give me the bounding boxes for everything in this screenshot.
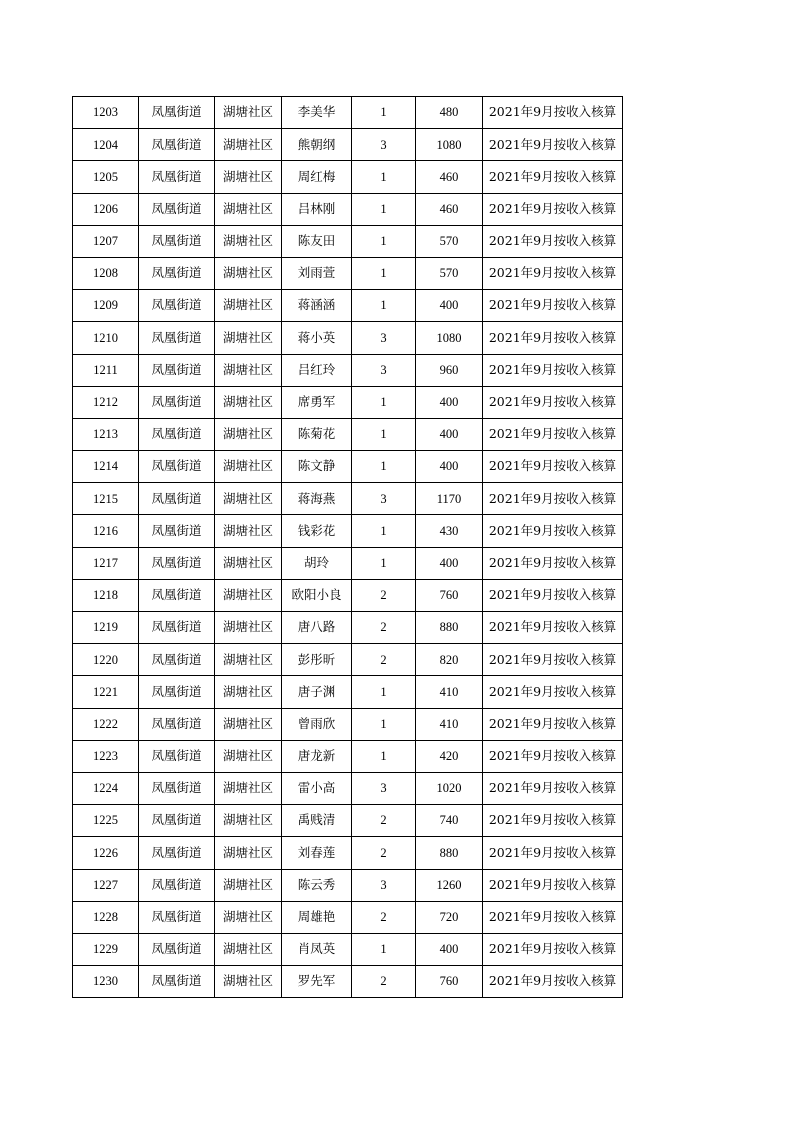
name-cell: 周红梅 bbox=[282, 161, 352, 193]
table-row bbox=[73, 418, 623, 450]
table-row bbox=[73, 97, 623, 129]
street-cell: 凤凰街道 bbox=[139, 515, 215, 547]
community-cell: 湖塘社区 bbox=[215, 901, 282, 933]
household-size-cell: 2 bbox=[352, 837, 416, 869]
amount-cell: 400 bbox=[416, 290, 483, 322]
table-row bbox=[73, 644, 623, 676]
serial-number-cell: 1230 bbox=[73, 966, 139, 998]
serial-number-cell: 1209 bbox=[73, 290, 139, 322]
note-cell: 2021年9月按收入核算 bbox=[483, 161, 623, 193]
serial-number-cell: 1211 bbox=[73, 354, 139, 386]
name-cell: 陈友田 bbox=[282, 225, 352, 257]
note-cell: 2021年9月按收入核算 bbox=[483, 483, 623, 515]
name-cell: 陈菊花 bbox=[282, 418, 352, 450]
community-cell: 湖塘社区 bbox=[215, 322, 282, 354]
name-cell: 胡玲 bbox=[282, 547, 352, 579]
amount-cell: 1080 bbox=[416, 322, 483, 354]
household-size-cell: 2 bbox=[352, 612, 416, 644]
amount-cell: 960 bbox=[416, 354, 483, 386]
note-cell: 2021年9月按收入核算 bbox=[483, 869, 623, 901]
amount-cell: 420 bbox=[416, 740, 483, 772]
community-cell: 湖塘社区 bbox=[215, 418, 282, 450]
amount-cell: 400 bbox=[416, 418, 483, 450]
community-cell: 湖塘社区 bbox=[215, 225, 282, 257]
name-cell: 肖凤英 bbox=[282, 933, 352, 965]
note-cell: 2021年9月按收入核算 bbox=[483, 354, 623, 386]
amount-cell: 460 bbox=[416, 161, 483, 193]
street-cell: 凤凰街道 bbox=[139, 837, 215, 869]
table-row bbox=[73, 161, 623, 193]
community-cell: 湖塘社区 bbox=[215, 515, 282, 547]
household-size-cell: 3 bbox=[352, 354, 416, 386]
household-size-cell: 3 bbox=[352, 483, 416, 515]
amount-cell: 400 bbox=[416, 386, 483, 418]
serial-number-cell: 1220 bbox=[73, 644, 139, 676]
name-cell: 吕红玲 bbox=[282, 354, 352, 386]
household-size-cell: 2 bbox=[352, 966, 416, 998]
name-cell: 曾雨欣 bbox=[282, 708, 352, 740]
table-row bbox=[73, 676, 623, 708]
amount-cell: 460 bbox=[416, 193, 483, 225]
amount-cell: 1260 bbox=[416, 869, 483, 901]
household-size-cell: 1 bbox=[352, 257, 416, 289]
household-size-cell: 1 bbox=[352, 386, 416, 418]
serial-number-cell: 1204 bbox=[73, 129, 139, 161]
name-cell: 唐龙新 bbox=[282, 740, 352, 772]
street-cell: 凤凰街道 bbox=[139, 161, 215, 193]
note-cell: 2021年9月按收入核算 bbox=[483, 386, 623, 418]
note-cell: 2021年9月按收入核算 bbox=[483, 901, 623, 933]
street-cell: 凤凰街道 bbox=[139, 869, 215, 901]
table-row bbox=[73, 805, 623, 837]
serial-number-cell: 1203 bbox=[73, 97, 139, 129]
note-cell: 2021年9月按收入核算 bbox=[483, 644, 623, 676]
household-size-cell: 2 bbox=[352, 901, 416, 933]
street-cell: 凤凰街道 bbox=[139, 901, 215, 933]
amount-cell: 880 bbox=[416, 837, 483, 869]
note-cell: 2021年9月按收入核算 bbox=[483, 579, 623, 611]
table-row bbox=[73, 547, 623, 579]
amount-cell: 570 bbox=[416, 257, 483, 289]
note-cell: 2021年9月按收入核算 bbox=[483, 740, 623, 772]
table-row bbox=[73, 837, 623, 869]
serial-number-cell: 1212 bbox=[73, 386, 139, 418]
street-cell: 凤凰街道 bbox=[139, 193, 215, 225]
table-row bbox=[73, 933, 623, 965]
table-row bbox=[73, 515, 623, 547]
name-cell: 罗先军 bbox=[282, 966, 352, 998]
note-cell: 2021年9月按收入核算 bbox=[483, 257, 623, 289]
household-size-cell: 3 bbox=[352, 869, 416, 901]
household-size-cell: 1 bbox=[352, 290, 416, 322]
amount-cell: 410 bbox=[416, 708, 483, 740]
note-cell: 2021年9月按收入核算 bbox=[483, 676, 623, 708]
note-cell: 2021年9月按收入核算 bbox=[483, 805, 623, 837]
name-cell: 蒋涵涵 bbox=[282, 290, 352, 322]
community-cell: 湖塘社区 bbox=[215, 354, 282, 386]
serial-number-cell: 1222 bbox=[73, 708, 139, 740]
amount-cell: 880 bbox=[416, 612, 483, 644]
household-size-cell: 1 bbox=[352, 97, 416, 129]
table-row bbox=[73, 740, 623, 772]
name-cell: 唐子渊 bbox=[282, 676, 352, 708]
household-size-cell: 3 bbox=[352, 322, 416, 354]
street-cell: 凤凰街道 bbox=[139, 257, 215, 289]
note-cell: 2021年9月按收入核算 bbox=[483, 129, 623, 161]
serial-number-cell: 1227 bbox=[73, 869, 139, 901]
table-row bbox=[73, 966, 623, 998]
street-cell: 凤凰街道 bbox=[139, 579, 215, 611]
household-size-cell: 1 bbox=[352, 708, 416, 740]
table-row bbox=[73, 901, 623, 933]
note-cell: 2021年9月按收入核算 bbox=[483, 708, 623, 740]
serial-number-cell: 1224 bbox=[73, 772, 139, 804]
community-cell: 湖塘社区 bbox=[215, 129, 282, 161]
household-size-cell: 1 bbox=[352, 676, 416, 708]
community-cell: 湖塘社区 bbox=[215, 644, 282, 676]
name-cell: 刘春莲 bbox=[282, 837, 352, 869]
serial-number-cell: 1226 bbox=[73, 837, 139, 869]
serial-number-cell: 1205 bbox=[73, 161, 139, 193]
street-cell: 凤凰街道 bbox=[139, 354, 215, 386]
street-cell: 凤凰街道 bbox=[139, 418, 215, 450]
name-cell: 吕林刚 bbox=[282, 193, 352, 225]
serial-number-cell: 1223 bbox=[73, 740, 139, 772]
serial-number-cell: 1208 bbox=[73, 257, 139, 289]
table-row bbox=[73, 483, 623, 515]
household-size-cell: 1 bbox=[352, 933, 416, 965]
amount-cell: 760 bbox=[416, 966, 483, 998]
amount-cell: 760 bbox=[416, 579, 483, 611]
note-cell: 2021年9月按收入核算 bbox=[483, 547, 623, 579]
serial-number-cell: 1213 bbox=[73, 418, 139, 450]
table-body bbox=[73, 97, 623, 998]
street-cell: 凤凰街道 bbox=[139, 547, 215, 579]
street-cell: 凤凰街道 bbox=[139, 676, 215, 708]
community-cell: 湖塘社区 bbox=[215, 740, 282, 772]
community-cell: 湖塘社区 bbox=[215, 933, 282, 965]
serial-number-cell: 1218 bbox=[73, 579, 139, 611]
note-cell: 2021年9月按收入核算 bbox=[483, 933, 623, 965]
street-cell: 凤凰街道 bbox=[139, 483, 215, 515]
household-size-cell: 3 bbox=[352, 772, 416, 804]
note-cell: 2021年9月按收入核算 bbox=[483, 451, 623, 483]
name-cell: 陈云秀 bbox=[282, 869, 352, 901]
community-cell: 湖塘社区 bbox=[215, 676, 282, 708]
amount-cell: 480 bbox=[416, 97, 483, 129]
table-row bbox=[73, 612, 623, 644]
community-cell: 湖塘社区 bbox=[215, 837, 282, 869]
community-cell: 湖塘社区 bbox=[215, 386, 282, 418]
community-cell: 湖塘社区 bbox=[215, 257, 282, 289]
community-cell: 湖塘社区 bbox=[215, 290, 282, 322]
community-cell: 湖塘社区 bbox=[215, 193, 282, 225]
community-cell: 湖塘社区 bbox=[215, 451, 282, 483]
community-cell: 湖塘社区 bbox=[215, 612, 282, 644]
serial-number-cell: 1214 bbox=[73, 451, 139, 483]
community-cell: 湖塘社区 bbox=[215, 869, 282, 901]
name-cell: 陈文静 bbox=[282, 451, 352, 483]
name-cell: 席勇军 bbox=[282, 386, 352, 418]
name-cell: 蒋海燕 bbox=[282, 483, 352, 515]
note-cell: 2021年9月按收入核算 bbox=[483, 772, 623, 804]
serial-number-cell: 1219 bbox=[73, 612, 139, 644]
amount-cell: 1020 bbox=[416, 772, 483, 804]
amount-cell: 1080 bbox=[416, 129, 483, 161]
community-cell: 湖塘社区 bbox=[215, 97, 282, 129]
table-row bbox=[73, 129, 623, 161]
street-cell: 凤凰街道 bbox=[139, 740, 215, 772]
name-cell: 周雄艳 bbox=[282, 901, 352, 933]
street-cell: 凤凰街道 bbox=[139, 225, 215, 257]
table-row bbox=[73, 708, 623, 740]
name-cell: 唐八路 bbox=[282, 612, 352, 644]
amount-cell: 400 bbox=[416, 547, 483, 579]
household-size-cell: 1 bbox=[352, 451, 416, 483]
serial-number-cell: 1229 bbox=[73, 933, 139, 965]
street-cell: 凤凰街道 bbox=[139, 451, 215, 483]
household-size-cell: 1 bbox=[352, 740, 416, 772]
community-cell: 湖塘社区 bbox=[215, 547, 282, 579]
household-size-cell: 1 bbox=[352, 161, 416, 193]
community-cell: 湖塘社区 bbox=[215, 161, 282, 193]
amount-cell: 430 bbox=[416, 515, 483, 547]
name-cell: 蒋小英 bbox=[282, 322, 352, 354]
street-cell: 凤凰街道 bbox=[139, 322, 215, 354]
amount-cell: 400 bbox=[416, 451, 483, 483]
table-row bbox=[73, 772, 623, 804]
note-cell: 2021年9月按收入核算 bbox=[483, 612, 623, 644]
street-cell: 凤凰街道 bbox=[139, 97, 215, 129]
household-size-cell: 1 bbox=[352, 418, 416, 450]
household-size-cell: 1 bbox=[352, 547, 416, 579]
household-size-cell: 2 bbox=[352, 579, 416, 611]
note-cell: 2021年9月按收入核算 bbox=[483, 322, 623, 354]
serial-number-cell: 1217 bbox=[73, 547, 139, 579]
community-cell: 湖塘社区 bbox=[215, 772, 282, 804]
note-cell: 2021年9月按收入核算 bbox=[483, 515, 623, 547]
name-cell: 彭彤昕 bbox=[282, 644, 352, 676]
table-row bbox=[73, 451, 623, 483]
street-cell: 凤凰街道 bbox=[139, 644, 215, 676]
amount-cell: 410 bbox=[416, 676, 483, 708]
street-cell: 凤凰街道 bbox=[139, 290, 215, 322]
serial-number-cell: 1225 bbox=[73, 805, 139, 837]
note-cell: 2021年9月按收入核算 bbox=[483, 966, 623, 998]
street-cell: 凤凰街道 bbox=[139, 129, 215, 161]
amount-cell: 570 bbox=[416, 225, 483, 257]
table-row bbox=[73, 257, 623, 289]
household-size-cell: 2 bbox=[352, 805, 416, 837]
name-cell: 熊朝纲 bbox=[282, 129, 352, 161]
household-size-cell: 1 bbox=[352, 193, 416, 225]
street-cell: 凤凰街道 bbox=[139, 805, 215, 837]
note-cell: 2021年9月按收入核算 bbox=[483, 418, 623, 450]
note-cell: 2021年9月按收入核算 bbox=[483, 97, 623, 129]
community-cell: 湖塘社区 bbox=[215, 483, 282, 515]
community-cell: 湖塘社区 bbox=[215, 579, 282, 611]
serial-number-cell: 1221 bbox=[73, 676, 139, 708]
community-cell: 湖塘社区 bbox=[215, 805, 282, 837]
household-size-cell: 2 bbox=[352, 644, 416, 676]
table-row bbox=[73, 322, 623, 354]
data-table bbox=[72, 96, 623, 998]
community-cell: 湖塘社区 bbox=[215, 708, 282, 740]
amount-cell: 740 bbox=[416, 805, 483, 837]
serial-number-cell: 1210 bbox=[73, 322, 139, 354]
street-cell: 凤凰街道 bbox=[139, 966, 215, 998]
note-cell: 2021年9月按收入核算 bbox=[483, 193, 623, 225]
amount-cell: 720 bbox=[416, 901, 483, 933]
table-row bbox=[73, 386, 623, 418]
name-cell: 刘雨萱 bbox=[282, 257, 352, 289]
serial-number-cell: 1216 bbox=[73, 515, 139, 547]
name-cell: 李美华 bbox=[282, 97, 352, 129]
household-size-cell: 1 bbox=[352, 515, 416, 547]
note-cell: 2021年9月按收入核算 bbox=[483, 290, 623, 322]
street-cell: 凤凰街道 bbox=[139, 708, 215, 740]
serial-number-cell: 1215 bbox=[73, 483, 139, 515]
table-row bbox=[73, 354, 623, 386]
name-cell: 钱彩花 bbox=[282, 515, 352, 547]
table-row bbox=[73, 225, 623, 257]
street-cell: 凤凰街道 bbox=[139, 933, 215, 965]
table-row bbox=[73, 579, 623, 611]
table-row bbox=[73, 869, 623, 901]
serial-number-cell: 1228 bbox=[73, 901, 139, 933]
amount-cell: 820 bbox=[416, 644, 483, 676]
household-size-cell: 3 bbox=[352, 129, 416, 161]
serial-number-cell: 1207 bbox=[73, 225, 139, 257]
table-row bbox=[73, 290, 623, 322]
street-cell: 凤凰街道 bbox=[139, 772, 215, 804]
table-row bbox=[73, 193, 623, 225]
amount-cell: 400 bbox=[416, 933, 483, 965]
name-cell: 雷小高 bbox=[282, 772, 352, 804]
note-cell: 2021年9月按收入核算 bbox=[483, 837, 623, 869]
street-cell: 凤凰街道 bbox=[139, 386, 215, 418]
street-cell: 凤凰街道 bbox=[139, 612, 215, 644]
serial-number-cell: 1206 bbox=[73, 193, 139, 225]
name-cell: 禹贱清 bbox=[282, 805, 352, 837]
note-cell: 2021年9月按收入核算 bbox=[483, 225, 623, 257]
household-size-cell: 1 bbox=[352, 225, 416, 257]
name-cell: 欧阳小良 bbox=[282, 579, 352, 611]
community-cell: 湖塘社区 bbox=[215, 966, 282, 998]
amount-cell: 1170 bbox=[416, 483, 483, 515]
